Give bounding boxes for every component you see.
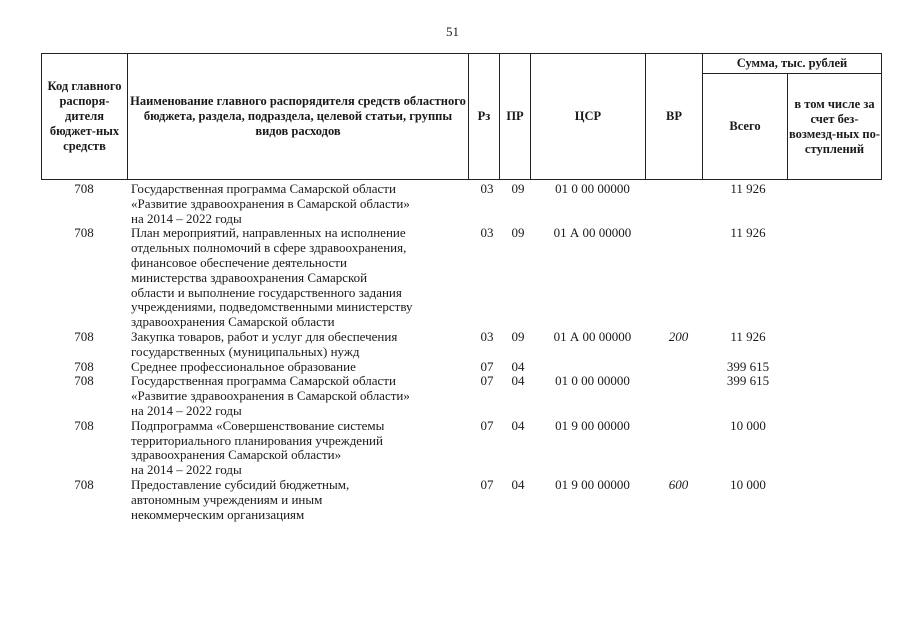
table-header [41, 53, 882, 180]
name-line: здравоохранения Самарской области» [131, 447, 342, 463]
name-line: некоммерческим организациям [131, 506, 305, 522]
name-line: автономным учреждениям и иным [131, 491, 323, 507]
name-line: здравоохранения Самарской области [131, 314, 335, 330]
cell-rz: 03 [480, 181, 494, 196]
cell-rz: 07 [480, 476, 494, 492]
name-line: Подпрограмма «Совершенствование системы [131, 417, 385, 433]
cell-code: 708 [74, 225, 94, 241]
name-line: финансовое обеспечение деятельности [131, 254, 347, 270]
cell-name [131, 419, 471, 478]
page-number: 51 [446, 24, 459, 39]
cell-pr: 09 [511, 181, 525, 196]
cell-total: 399 615 [726, 358, 770, 374]
cell-pr: 04 [511, 417, 525, 433]
table-row [41, 330, 881, 360]
cell-name [131, 226, 471, 330]
name-line: области и выполнение государственного задания [131, 284, 402, 300]
cell-total: 10 000 [730, 476, 766, 492]
name-line: на 2014 – 2022 годы [131, 210, 242, 226]
cell-rz: 03 [480, 225, 494, 241]
cell-code: 708 [74, 358, 94, 374]
cell-csr: 01 0 00 00000 [555, 373, 630, 389]
name-line: Государственная программа Самарской области [131, 181, 396, 196]
cell-csr: 01 9 00 00000 [555, 476, 630, 492]
cell-name [131, 374, 471, 418]
header-name: Наименование главного распорядителя средств областного бюджета, раздела, подраздела, целевой статьи, группы видов расходов [128, 54, 469, 180]
cell-csr: 01 А 00 00000 [553, 225, 632, 241]
cell-pr: 04 [511, 358, 525, 374]
table-row [41, 226, 881, 330]
name-line: «Развитие здравоохранения в Самарской области» [131, 388, 410, 404]
cell-code: 708 [74, 417, 94, 433]
cell-total: 11 926 [730, 328, 766, 344]
header-incl: в том числе за счет без-возмезд-ных по-ступлений [788, 74, 882, 180]
cell-csr: 01 0 00 00000 [555, 181, 630, 196]
table-row [41, 478, 881, 522]
cell-code: 708 [74, 476, 94, 492]
cell-pr: 09 [511, 328, 525, 344]
cell-rz: 03 [480, 328, 494, 344]
name-line: Государственная программа Самарской области [131, 373, 396, 389]
cell-pr: 04 [511, 373, 525, 389]
cell-rz: 07 [480, 417, 494, 433]
cell-rz: 07 [480, 373, 494, 389]
name-line: учреждениями, подведомственными министерству [131, 299, 413, 315]
name-line: на 2014 – 2022 годы [131, 402, 242, 418]
cell-name [131, 360, 471, 375]
name-line: на 2014 – 2022 годы [131, 462, 242, 478]
cell-total: 10 000 [730, 417, 766, 433]
cell-pr: 09 [511, 225, 525, 241]
cell-vr: 200 [668, 328, 689, 344]
header-rz: Рз [469, 54, 500, 180]
cell-code: 708 [74, 181, 94, 196]
header-pr: ПР [500, 54, 531, 180]
name-line: отдельных полномочий в сфере здравоохранения, [131, 240, 407, 256]
header-sum: Сумма, тыс. рублей [703, 54, 882, 74]
name-line: Закупка товаров, работ и услуг для обеспечения [131, 328, 398, 344]
cell-csr: 01 А 00 00000 [553, 328, 632, 344]
table-row [41, 360, 881, 375]
cell-name [131, 330, 471, 360]
name-line: Среднее профессиональное образование [131, 358, 356, 374]
cell-name [131, 478, 471, 522]
cell-vr: 600 [668, 476, 689, 492]
cell-code: 708 [74, 328, 94, 344]
cell-total: 11 926 [730, 225, 766, 241]
cell-total: 11 926 [730, 181, 766, 196]
name-line: Предоставление субсидий бюджетным, [131, 476, 350, 492]
cell-pr: 04 [511, 476, 525, 492]
table-row [41, 182, 881, 226]
cell-name [131, 182, 471, 226]
name-line: «Развитие здравоохранения в Самарской области» [131, 195, 410, 211]
header-total: Всего [703, 74, 788, 180]
cell-csr: 01 9 00 00000 [555, 417, 630, 433]
cell-rz: 07 [480, 358, 494, 374]
cell-code: 708 [74, 373, 94, 389]
table-row [41, 419, 881, 478]
name-line: министерства здравоохранения Самарской [131, 269, 368, 285]
header-csr: ЦСР [531, 54, 646, 180]
name-line: государственных (муниципальных) нужд [131, 343, 360, 359]
table-body [41, 182, 881, 522]
header-code: Код главного распоря-дителя бюджет-ных средств [42, 54, 128, 180]
cell-total: 399 615 [726, 373, 770, 389]
header-vr: ВР [646, 54, 703, 180]
name-line: План мероприятий, направленных на исполнение [131, 225, 406, 241]
name-line: территориального планирования учреждений [131, 432, 383, 448]
table-row [41, 374, 881, 418]
